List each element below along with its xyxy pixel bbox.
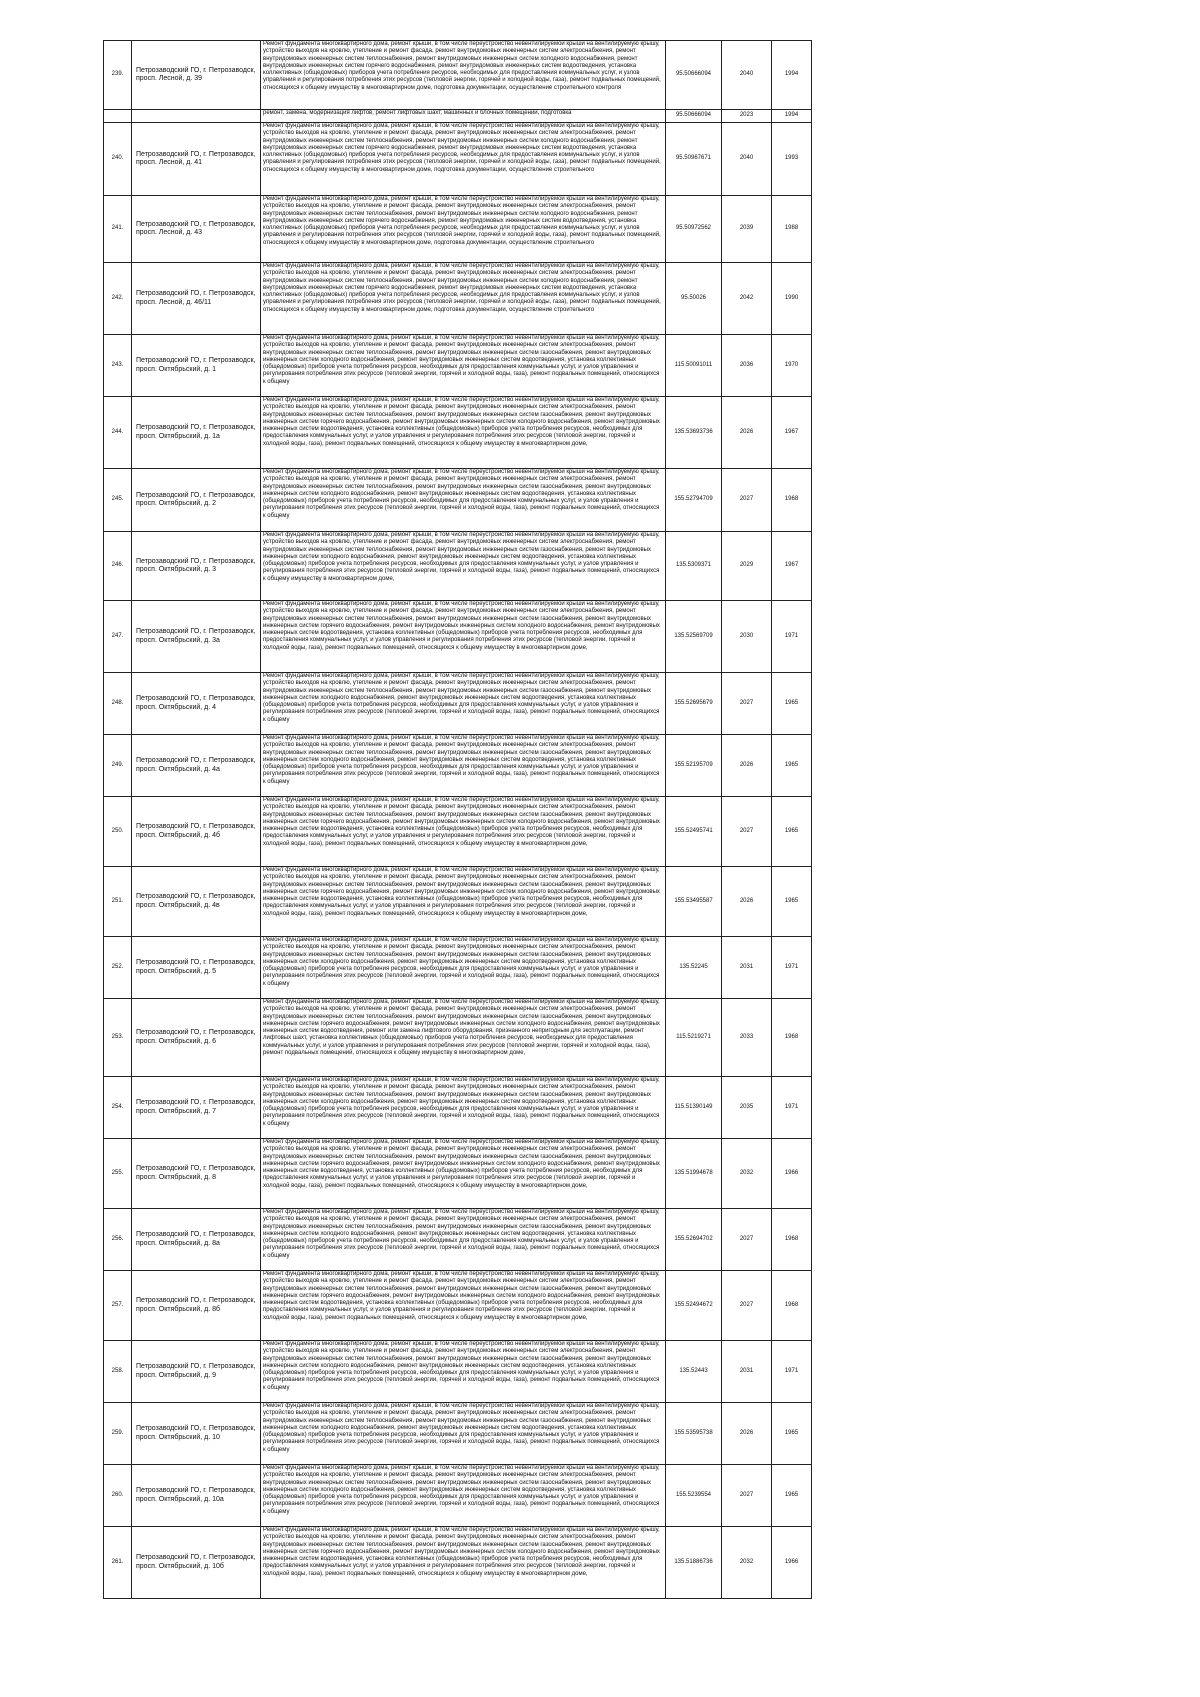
row-build-year: 1965	[772, 1403, 812, 1465]
works-text: Ремонт фундамента многоквартирного дома, ремонт крыши, в том числе переустройство невентилируемой крыши на вентилируемую крышу, устройство выходов на кровлю, утепление и ремонт фасада, ремонт внутридомовых инженерных систем электроснабжения, ремонт внутридомовых инженерных систем теплоснабжения, ремонт внутридомовых инженерных систем газоснабжения, ремонт внутридомовых инженерных систем холодного водоснабжения, ремонт внутридомовых инженерных систем водоотведения, установка коллективных (общедомовых) приборов учета потребления ресурсов, необходимых для предоставления коммунальных услуг, и узлов управления и регулирования потребления этих ресурсов (тепловой энергии, горячей и холодной воды, газа), ремонт подвальных помещений, относящихся к общему	[263, 735, 660, 785]
row-address: Петрозаводский ГО, г. Петрозаводск, просп. Октябрьский, д. 5	[132, 937, 261, 999]
row-works-description	[261, 867, 666, 937]
works-text: Ремонт фундамента многоквартирного дома, ремонт крыши, в том числе переустройство невентилируемой крыши на вентилируемую крышу, устройство выходов на кровлю, утепление и ремонт фасада, ремонт внутридомовых инженерных систем электроснабжения, ремонт внутридомовых инженерных систем теплоснабжения, ремонт внутридомовых инженерных систем газоснабжения, ремонт внутридомовых инженерных систем горячего водоснабжения, ремонт внутридомовых инженерных систем холодного водоснабжения, ремонт внутридомовых инженерных систем водоотведения, установка коллективных (общедомовых) приборов учета потребления ресурсов, необходимых для предоставления коммунальных услуг, и узлов управления и регулирования потребления этих ресурсов (тепловой энергии, горячей и холодной воды, газа), ремонт подвальных помещений, относящихся к общему имуществу в многоквартирном доме,	[263, 601, 660, 651]
row-address: Петрозаводский ГО, г. Петрозаводск, просп. Октябрьский, д. 9	[132, 1341, 261, 1403]
row-number: 254.	[104, 1077, 132, 1139]
row-planned-year: 2026	[722, 397, 772, 469]
row-cost-value: 115.51390149	[666, 1077, 722, 1139]
row-works-description	[261, 601, 666, 673]
row-build-year: 1971	[772, 601, 812, 673]
row-address: Петрозаводский ГО, г. Петрозаводск, просп. Лесной, д. 39	[132, 41, 261, 110]
row-build-year: 1968	[772, 469, 812, 532]
row-cost-value: 115.50091011	[666, 335, 722, 397]
table-row	[104, 263, 812, 335]
row-number: 244.	[104, 397, 132, 469]
row-cost-value: 155.52695679	[666, 673, 722, 735]
row-address: Петрозаводский ГО, г. Петрозаводск, просп. Лесной, д. 41	[132, 123, 261, 196]
works-text: Ремонт фундамента многоквартирного дома, ремонт крыши, в том числе переустройство невентилируемой крыши на вентилируемую крышу, устройство выходов на кровлю, утепление и ремонт фасада, ремонт внутридомовых инженерных систем электроснабжения, ремонт внутридомовых инженерных систем теплоснабжения, ремонт внутридомовых инженерных систем газоснабжения, ремонт внутридомовых инженерных систем холодного водоснабжения, ремонт внутридомовых инженерных систем водоотведения, установка коллективных (общедомовых) приборов учета потребления ресурсов, необходимых для предоставления коммунальных услуг, и узлов управления и регулирования потребления этих ресурсов (тепловой энергии, горячей и холодной воды, газа), ремонт подвальных помещений, относящихся к общему	[263, 937, 660, 987]
works-text: Ремонт фундамента многоквартирного дома, ремонт крыши, в том числе переустройство невентилируемой крыши на вентилируемую крышу, устройство выходов на кровлю, утепление и ремонт фасада, ремонт внутридомовых инженерных систем электроснабжения, ремонт внутридомовых инженерных систем теплоснабжения, ремонт внутридомовых инженерных систем газоснабжения, ремонт внутридомовых инженерных систем горячего водоснабжения, ремонт внутридомовых инженерных систем холодного водоснабжения, ремонт внутридомовых инженерных систем водоотведения, установка коллективных (общедомовых) приборов учета потребления ресурсов, необходимых для предоставления коммунальных услуг, и узлов управления и регулирования потребления этих ресурсов (тепловой энергии, горячей и холодной воды, газа), ремонт подвальных помещений, относящихся к общему имуществу в многоквартирном доме,	[263, 867, 660, 917]
row-address: Петрозаводский ГО, г. Петрозаводск, просп. Октябрьский, д. 4в	[132, 867, 261, 937]
table-row	[104, 335, 812, 397]
row-build-year: 1988	[772, 196, 812, 263]
row-number: 241.	[104, 196, 132, 263]
row-build-year: 1968	[772, 1271, 812, 1341]
row-address: Петрозаводский ГО, г. Петрозаводск, просп. Октябрьский, д. 10а	[132, 1465, 261, 1527]
row-cost-value: 95.50026	[666, 263, 722, 335]
table-row	[104, 673, 812, 735]
works-text: Ремонт фундамента многоквартирного дома, ремонт крыши, в том числе переустройство невентилируемой крыши на вентилируемую крышу, устройство выходов на кровлю, утепление и ремонт фасада, ремонт внутридомовых инженерных систем электроснабжения, ремонт внутридомовых инженерных систем теплоснабжения, ремонт внутридомовых инженерных систем газоснабжения, ремонт внутридомовых инженерных систем холодного водоснабжения, ремонт внутридомовых инженерных систем водоотведения, установка коллективных (общедомовых) приборов учета потребления ресурсов, необходимых для предоставления коммунальных услуг, и узлов управления и регулирования потребления этих ресурсов (тепловой энергии, горячей и холодной воды, газа), ремонт подвальных помещений, относящихся к общему имуществу в многоквартирном доме,	[263, 532, 660, 582]
works-text: Ремонт фундамента многоквартирного дома, ремонт крыши, в том числе переустройство невентилируемой крыши на вентилируемую крышу, устройство выходов на кровлю, утепление и ремонт фасада, ремонт внутридомовых инженерных систем электроснабжения, ремонт внутридомовых инженерных систем теплоснабжения, ремонт внутридомовых инженерных систем газоснабжения, ремонт внутридомовых инженерных систем холодного водоснабжения, ремонт внутридомовых инженерных систем водоотведения, установка коллективных (общедомовых) приборов учета потребления ресурсов, необходимых для предоставления коммунальных услуг, и узлов управления и регулирования потребления этих ресурсов (тепловой энергии, горячей и холодной воды, газа), ремонт подвальных помещений, относящихся к общему	[263, 1341, 660, 1391]
row-number: 247.	[104, 601, 132, 673]
table-row	[104, 196, 812, 263]
row-works-description	[261, 469, 666, 532]
table-row	[104, 123, 812, 196]
row-works-description	[261, 1271, 666, 1341]
row-planned-year: 2026	[722, 867, 772, 937]
row-planned-year: 2030	[722, 601, 772, 673]
row-address: Петрозаводский ГО, г. Петрозаводск, просп. Октябрьский, д. 4а	[132, 735, 261, 797]
row-number: 243.	[104, 335, 132, 397]
works-text: Ремонт фундамента многоквартирного дома, ремонт крыши, в том числе переустройство невентилируемой крыши на вентилируемую крышу, устройство выходов на кровлю, утепление и ремонт фасада, ремонт внутридомовых инженерных систем электроснабжения, ремонт внутридомовых инженерных систем теплоснабжения, ремонт внутридомовых инженерных систем холодного водоснабжения, ремонт внутридомовых инженерных систем горячего водоснабжения, ремонт внутридомовых инженерных систем водоотведения, установка коллективных (общедомовых) приборов учета потребления ресурсов, необходимых для предоставления коммунальных услуг, и узлов управления и регулирования потребления этих ресурсов (тепловой энергии, горячей и холодной воды, газа), ремонт подвальных помещений, относящихся к общему имуществу в многоквартирном доме, подготовка документации, осуществление строительного контроля	[263, 41, 661, 91]
table-row	[104, 41, 812, 110]
row-cost-value: 95.50666094	[666, 110, 722, 123]
table-row	[104, 1403, 812, 1465]
row-address: Петрозаводский ГО, г. Петрозаводск, просп. Октябрьский, д. 2	[132, 469, 261, 532]
row-planned-year: 2023	[722, 110, 772, 123]
row-number: 258.	[104, 1341, 132, 1403]
row-works-description	[261, 937, 666, 999]
row-cost-value: 115.5219271	[666, 999, 722, 1077]
row-planned-year: 2040	[722, 41, 772, 110]
row-address: Петрозаводский ГО, г. Петрозаводск, просп. Октябрьский, д. 8	[132, 1139, 261, 1209]
row-planned-year: 2033	[722, 999, 772, 1077]
works-text: Ремонт фундамента многоквартирного дома, ремонт крыши, в том числе переустройство невентилируемой крыши на вентилируемую крышу, устройство выходов на кровлю, утепление и ремонт фасада, ремонт внутридомовых инженерных систем электроснабжения, ремонт внутридомовых инженерных систем теплоснабжения, ремонт внутридомовых инженерных систем газоснабжения, ремонт внутридомовых инженерных систем холодного водоснабжения, ремонт внутридомовых инженерных систем водоотведения, установка коллективных (общедомовых) приборов учета потребления ресурсов, необходимых для предоставления коммунальных услуг, и узлов управления и регулирования потребления этих ресурсов (тепловой энергии, горячей и холодной воды, газа), ремонт подвальных помещений, относящихся к общему	[263, 1209, 660, 1259]
row-cost-value: 155.52794709	[666, 469, 722, 532]
table-row	[104, 1465, 812, 1527]
row-works-description	[261, 673, 666, 735]
row-build-year: 1993	[772, 123, 812, 196]
row-address: Петрозаводский ГО, г. Петрозаводск, просп. Октябрьский, д. 1а	[132, 397, 261, 469]
row-planned-year: 2026	[722, 735, 772, 797]
table-row	[104, 1341, 812, 1403]
table-row	[104, 601, 812, 673]
row-number: 242.	[104, 263, 132, 335]
table-row	[104, 867, 812, 937]
row-planned-year: 2039	[722, 196, 772, 263]
row-works-description	[261, 110, 666, 123]
row-planned-year: 2031	[722, 1341, 772, 1403]
row-planned-year: 2027	[722, 1271, 772, 1341]
row-number: 251.	[104, 867, 132, 937]
row-planned-year: 2027	[722, 1465, 772, 1527]
row-works-description	[261, 797, 666, 867]
table-row	[104, 797, 812, 867]
row-number: 253.	[104, 999, 132, 1077]
row-build-year: 1966	[772, 1527, 812, 1599]
row-number: 250.	[104, 797, 132, 867]
row-build-year: 1971	[772, 1077, 812, 1139]
row-works-description	[261, 1077, 666, 1139]
row-number	[104, 110, 132, 123]
table-row	[104, 397, 812, 469]
row-build-year: 1970	[772, 335, 812, 397]
row-cost-value: 95.50972562	[666, 196, 722, 263]
row-address: Петрозаводский ГО, г. Петрозаводск, просп. Октябрьский, д. 8б	[132, 1271, 261, 1341]
row-address: Петрозаводский ГО, г. Петрозаводск, просп. Лесной, д. 43	[132, 196, 261, 263]
works-text: Ремонт фундамента многоквартирного дома, ремонт крыши, в том числе переустройство невентилируемой крыши на вентилируемую крышу, устройство выходов на кровлю, утепление и ремонт фасада, ремонт внутридомовых инженерных систем электроснабжения, ремонт внутридомовых инженерных систем теплоснабжения, ремонт внутридомовых инженерных систем холодного водоснабжения, ремонт внутридомовых инженерных систем горячего водоснабжения, ремонт внутридомовых инженерных систем водоотведения, установка коллективных (общедомовых) приборов учета потребления ресурсов, необходимых для предоставления коммунальных услуг, и узлов управления и регулирования потребления этих ресурсов (тепловой энергии, горячей и холодной воды, газа), ремонт подвальных помещений, относящихся к общему имуществу в многоквартирном доме, подготовка документации, осуществление строительного	[263, 123, 661, 173]
row-address: Петрозаводский ГО, г. Петрозаводск, просп. Октябрьский, д. 7	[132, 1077, 261, 1139]
row-cost-value: 135.51886736	[666, 1527, 722, 1599]
row-number: 252.	[104, 937, 132, 999]
table-row	[104, 1209, 812, 1271]
row-cost-value: 155.52494672	[666, 1271, 722, 1341]
table-row	[104, 1077, 812, 1139]
row-cost-value: 135.51994678	[666, 1139, 722, 1209]
row-works-description	[261, 1403, 666, 1465]
row-planned-year: 2027	[722, 469, 772, 532]
row-cost-value: 155.5239554	[666, 1465, 722, 1527]
table-row	[104, 999, 812, 1077]
row-build-year: 1967	[772, 532, 812, 601]
works-text: Ремонт фундамента многоквартирного дома, ремонт крыши, в том числе переустройство невентилируемой крыши на вентилируемую крышу, устройство выходов на кровлю, утепление и ремонт фасада, ремонт внутридомовых инженерных систем электроснабжения, ремонт внутридомовых инженерных систем теплоснабжения, ремонт внутридомовых инженерных систем холодного водоснабжения, ремонт внутридомовых инженерных систем горячего водоснабжения, ремонт внутридомовых инженерных систем водоотведения, установка коллективных (общедомовых) приборов учета потребления ресурсов, необходимых для предоставления коммунальных услуг, и узлов управления и регулирования потребления этих ресурсов (тепловой энергии, горячей и холодной воды, газа), ремонт подвальных помещений, относящихся к общему имуществу в многоквартирном доме, подготовка документации, осуществление строительного	[263, 263, 661, 313]
works-text: Ремонт фундамента многоквартирного дома, ремонт крыши, в том числе переустройство невентилируемой крыши на вентилируемую крышу, устройство выходов на кровлю, утепление и ремонт фасада, ремонт внутридомовых инженерных систем электроснабжения, ремонт внутридомовых инженерных систем теплоснабжения, ремонт внутридомовых инженерных систем газоснабжения, ремонт внутридомовых инженерных систем горячего водоснабжения, ремонт внутридомовых инженерных систем холодного водоснабжения, ремонт внутридомовых инженерных систем водоотведения, ремонт или замена лифтового оборудования, признанного непригодным для эксплуатации, ремонт лифтовых шахт, установка коллективных (общедомовых) приборов учета потребления ресурсов, необходимых для предоставления коммунальных услуг, и узлов управления и регулирования потребления этих ресурсов (тепловой энергии, горячей и холодной воды, газа), ремонт подвальных помещений, относящихся к общему имуществу в многоквартирном доме,	[263, 999, 660, 1057]
row-cost-value: 95.50666094	[666, 41, 722, 110]
row-number: 255.	[104, 1139, 132, 1209]
table-row	[104, 937, 812, 999]
row-number: 239.	[104, 41, 132, 110]
row-address: Петрозаводский ГО, г. Петрозаводск, просп. Октябрьский, д. 8а	[132, 1209, 261, 1271]
row-number: 256.	[104, 1209, 132, 1271]
row-build-year: 1965	[772, 1465, 812, 1527]
row-build-year: 1990	[772, 263, 812, 335]
row-address: Петрозаводский ГО, г. Петрозаводск, просп. Октябрьский, д. 4б	[132, 797, 261, 867]
row-planned-year: 2027	[722, 797, 772, 867]
table-row	[104, 110, 812, 123]
works-text: Ремонт фундамента многоквартирного дома, ремонт крыши, в том числе переустройство невентилируемой крыши на вентилируемую крышу, устройство выходов на кровлю, утепление и ремонт фасада, ремонт внутридомовых инженерных систем электроснабжения, ремонт внутридомовых инженерных систем теплоснабжения, ремонт внутридомовых инженерных систем газоснабжения, ремонт внутридомовых инженерных систем холодного водоснабжения, ремонт внутридомовых инженерных систем водоотведения, установка коллективных (общедомовых) приборов учета потребления ресурсов, необходимых для предоставления коммунальных услуг, и узлов управления и регулирования потребления этих ресурсов (тепловой энергии, горячей и холодной воды, газа), ремонт подвальных помещений, относящихся к общему	[263, 335, 660, 385]
row-planned-year: 2036	[722, 335, 772, 397]
row-number: 257.	[104, 1271, 132, 1341]
works-text: Ремонт фундамента многоквартирного дома, ремонт крыши, в том числе переустройство невентилируемой крыши на вентилируемую крышу, устройство выходов на кровлю, утепление и ремонт фасада, ремонт внутридомовых инженерных систем электроснабжения, ремонт внутридомовых инженерных систем теплоснабжения, ремонт внутридомовых инженерных систем газоснабжения, ремонт внутридомовых инженерных систем горячего водоснабжения, ремонт внутридомовых инженерных систем холодного водоснабжения, ремонт внутридомовых инженерных систем водоотведения, установка коллективных (общедомовых) приборов учета потребления ресурсов, необходимых для предоставления коммунальных услуг, и узлов управления и регулирования потребления этих ресурсов (тепловой энергии, горячей и холодной воды, газа), ремонт подвальных помещений, относящихся к общему имуществу в многоквартирном доме,	[263, 1139, 660, 1189]
row-build-year: 1965	[772, 735, 812, 797]
row-address: Петрозаводский ГО, г. Петрозаводск, просп. Октябрьский, д. 3а	[132, 601, 261, 673]
row-build-year: 1971	[772, 1341, 812, 1403]
row-cost-value: 155.52694702	[666, 1209, 722, 1271]
row-planned-year: 2026	[722, 1403, 772, 1465]
row-works-description	[261, 532, 666, 601]
row-build-year: 1965	[772, 673, 812, 735]
row-planned-year: 2032	[722, 1527, 772, 1599]
table-row	[104, 1271, 812, 1341]
row-cost-value: 155.53495587	[666, 867, 722, 937]
row-works-description	[261, 196, 666, 263]
row-build-year: 1968	[772, 1209, 812, 1271]
row-cost-value: 135.52443	[666, 1341, 722, 1403]
row-works-description	[261, 735, 666, 797]
row-number: 261.	[104, 1527, 132, 1599]
row-build-year: 1967	[772, 397, 812, 469]
row-number: 260.	[104, 1465, 132, 1527]
works-text: Ремонт фундамента многоквартирного дома, ремонт крыши, в том числе переустройство невентилируемой крыши на вентилируемую крышу, устройство выходов на кровлю, утепление и ремонт фасада, ремонт внутридомовых инженерных систем электроснабжения, ремонт внутридомовых инженерных систем теплоснабжения, ремонт внутридомовых инженерных систем холодного водоснабжения, ремонт внутридомовых инженерных систем горячего водоснабжения, ремонт внутридомовых инженерных систем водоотведения, установка коллективных (общедомовых) приборов учета потребления ресурсов, необходимых для предоставления коммунальных услуг, и узлов управления и регулирования потребления этих ресурсов (тепловой энергии, горячей и холодной воды, газа), ремонт подвальных помещений, относящихся к общему имуществу в многоквартирном доме, подготовка документации, осуществление строительного	[263, 196, 661, 246]
row-cost-value: 155.52195709	[666, 735, 722, 797]
row-address: Петрозаводский ГО, г. Петрозаводск, просп. Октябрьский, д. 6	[132, 999, 261, 1077]
row-number: 240.	[104, 123, 132, 196]
row-address	[132, 110, 261, 123]
row-number: 245.	[104, 469, 132, 532]
works-text: Ремонт фундамента многоквартирного дома, ремонт крыши, в том числе переустройство невентилируемой крыши на вентилируемую крышу, устройство выходов на кровлю, утепление и ремонт фасада, ремонт внутридомовых инженерных систем электроснабжения, ремонт внутридомовых инженерных систем теплоснабжения, ремонт внутридомовых инженерных систем газоснабжения, ремонт внутридомовых инженерных систем горячего водоснабжения, ремонт внутридомовых инженерных систем холодного водоснабжения, ремонт внутридомовых инженерных систем водоотведения, установка коллективных (общедомовых) приборов учета потребления ресурсов, необходимых для предоставления коммунальных услуг, и узлов управления и регулирования потребления этих ресурсов (тепловой энергии, горячей и холодной воды, газа), ремонт подвальных помещений, относящихся к общему имуществу в многоквартирном доме,	[263, 1527, 660, 1577]
row-address: Петрозаводский ГО, г. Петрозаводск, просп. Октябрьский, д. 3	[132, 532, 261, 601]
row-planned-year: 2027	[722, 673, 772, 735]
repair-schedule-table	[103, 40, 812, 1599]
row-number: 248.	[104, 673, 132, 735]
works-text: Ремонт фундамента многоквартирного дома, ремонт крыши, в том числе переустройство невентилируемой крыши на вентилируемую крышу, устройство выходов на кровлю, утепление и ремонт фасада, ремонт внутридомовых инженерных систем электроснабжения, ремонт внутридомовых инженерных систем теплоснабжения, ремонт внутридомовых инженерных систем газоснабжения, ремонт внутридомовых инженерных систем горячего водоснабжения, ремонт внутридомовых инженерных систем холодного водоснабжения, ремонт внутридомовых инженерных систем водоотведения, установка коллективных (общедомовых) приборов учета потребления ресурсов, необходимых для предоставления коммунальных услуг, и узлов управления и регулирования потребления этих ресурсов (тепловой энергии, горячей и холодной воды, газа), ремонт подвальных помещений, относящихся к общему имуществу в многоквартирном доме,	[263, 397, 660, 447]
row-cost-value: 135.5309371	[666, 532, 722, 601]
row-number: 259.	[104, 1403, 132, 1465]
works-text: Ремонт фундамента многоквартирного дома, ремонт крыши, в том числе переустройство невентилируемой крыши на вентилируемую крышу, устройство выходов на кровлю, утепление и ремонт фасада, ремонт внутридомовых инженерных систем электроснабжения, ремонт внутридомовых инженерных систем теплоснабжения, ремонт внутридомовых инженерных систем газоснабжения, ремонт внутридомовых инженерных систем холодного водоснабжения, ремонт внутридомовых инженерных систем водоотведения, установка коллективных (общедомовых) приборов учета потребления ресурсов, необходимых для предоставления коммунальных услуг, и узлов управления и регулирования потребления этих ресурсов (тепловой энергии, горячей и холодной воды, газа), ремонт подвальных помещений, относящихся к общему	[263, 1465, 660, 1515]
row-works-description	[261, 999, 666, 1077]
row-address: Петрозаводский ГО, г. Петрозаводск, просп. Октябрьский, д. 10	[132, 1403, 261, 1465]
row-cost-value: 95.50967671	[666, 123, 722, 196]
row-planned-year: 2029	[722, 532, 772, 601]
table-row	[104, 1527, 812, 1599]
row-address: Петрозаводский ГО, г. Петрозаводск, просп. Октябрьский, д. 4	[132, 673, 261, 735]
works-text: ремонт, замена, модернизация лифтов, ремонт лифтовых шахт, машинных и блочных помещений, подготовка	[263, 110, 572, 116]
row-build-year: 1994	[772, 41, 812, 110]
table-row	[104, 1139, 812, 1209]
row-works-description	[261, 1341, 666, 1403]
table-row	[104, 469, 812, 532]
row-cost-value: 155.53595738	[666, 1403, 722, 1465]
works-text: Ремонт фундамента многоквартирного дома, ремонт крыши, в том числе переустройство невентилируемой крыши на вентилируемую крышу, устройство выходов на кровлю, утепление и ремонт фасада, ремонт внутридомовых инженерных систем электроснабжения, ремонт внутридомовых инженерных систем теплоснабжения, ремонт внутридомовых инженерных систем газоснабжения, ремонт внутридомовых инженерных систем холодного водоснабжения, ремонт внутридомовых инженерных систем водоотведения, установка коллективных (общедомовых) приборов учета потребления ресурсов, необходимых для предоставления коммунальных услуг, и узлов управления и регулирования потребления этих ресурсов (тепловой энергии, горячей и холодной воды, газа), ремонт подвальных помещений, относящихся к общему	[263, 469, 660, 519]
row-build-year: 1966	[772, 1139, 812, 1209]
row-build-year: 1968	[772, 999, 812, 1077]
row-build-year: 1971	[772, 937, 812, 999]
row-works-description	[261, 263, 666, 335]
row-planned-year: 2040	[722, 123, 772, 196]
row-address: Петрозаводский ГО, г. Петрозаводск, просп. Октябрьский, д. 1	[132, 335, 261, 397]
row-planned-year: 2042	[722, 263, 772, 335]
row-build-year: 1994	[772, 110, 812, 123]
table-row	[104, 735, 812, 797]
row-works-description	[261, 335, 666, 397]
row-planned-year: 2031	[722, 937, 772, 999]
table-row	[104, 532, 812, 601]
works-text: Ремонт фундамента многоквартирного дома, ремонт крыши, в том числе переустройство невентилируемой крыши на вентилируемую крышу, устройство выходов на кровлю, утепление и ремонт фасада, ремонт внутридомовых инженерных систем электроснабжения, ремонт внутридомовых инженерных систем теплоснабжения, ремонт внутридомовых инженерных систем газоснабжения, ремонт внутридомовых инженерных систем горячего водоснабжения, ремонт внутридомовых инженерных систем холодного водоснабжения, ремонт внутридомовых инженерных систем водоотведения, установка коллективных (общедомовых) приборов учета потребления ресурсов, необходимых для предоставления коммунальных услуг, и узлов управления и регулирования потребления этих ресурсов (тепловой энергии, горячей и холодной воды, газа), ремонт подвальных помещений, относящихся к общему имуществу в многоквартирном доме,	[263, 1271, 660, 1321]
row-cost-value: 135.52569709	[666, 601, 722, 673]
row-planned-year: 2027	[722, 1209, 772, 1271]
row-cost-value: 135.53693736	[666, 397, 722, 469]
row-works-description	[261, 1139, 666, 1209]
row-number: 246.	[104, 532, 132, 601]
row-works-description	[261, 1209, 666, 1271]
row-planned-year: 2035	[722, 1077, 772, 1139]
works-text: Ремонт фундамента многоквартирного дома, ремонт крыши, в том числе переустройство невентилируемой крыши на вентилируемую крышу, устройство выходов на кровлю, утепление и ремонт фасада, ремонт внутридомовых инженерных систем электроснабжения, ремонт внутридомовых инженерных систем теплоснабжения, ремонт внутридомовых инженерных систем газоснабжения, ремонт внутридомовых инженерных систем холодного водоснабжения, ремонт внутридомовых инженерных систем водоотведения, установка коллективных (общедомовых) приборов учета потребления ресурсов, необходимых для предоставления коммунальных услуг, и узлов управления и регулирования потребления этих ресурсов (тепловой энергии, горячей и холодной воды, газа), ремонт подвальных помещений, относящихся к общему	[263, 1403, 660, 1453]
works-text: Ремонт фундамента многоквартирного дома, ремонт крыши, в том числе переустройство невентилируемой крыши на вентилируемую крышу, устройство выходов на кровлю, утепление и ремонт фасада, ремонт внутридомовых инженерных систем электроснабжения, ремонт внутридомовых инженерных систем теплоснабжения, ремонт внутридомовых инженерных систем газоснабжения, ремонт внутридомовых инженерных систем холодного водоснабжения, ремонт внутридомовых инженерных систем водоотведения, установка коллективных (общедомовых) приборов учета потребления ресурсов, необходимых для предоставления коммунальных услуг, и узлов управления и регулирования потребления этих ресурсов (тепловой энергии, горячей и холодной воды, газа), ремонт подвальных помещений, относящихся к общему	[263, 673, 660, 723]
row-address: Петрозаводский ГО, г. Петрозаводск, просп. Октябрьский, д. 10б	[132, 1527, 261, 1599]
row-build-year: 1965	[772, 797, 812, 867]
table-body	[104, 41, 812, 1599]
row-works-description	[261, 1465, 666, 1527]
row-cost-value: 135.52245	[666, 937, 722, 999]
row-address: Петрозаводский ГО, г. Петрозаводск, просп. Лесной, д. 46/11	[132, 263, 261, 335]
row-planned-year: 2032	[722, 1139, 772, 1209]
row-number: 249.	[104, 735, 132, 797]
row-build-year: 1965	[772, 867, 812, 937]
row-works-description	[261, 1527, 666, 1599]
row-works-description	[261, 397, 666, 469]
works-text: Ремонт фундамента многоквартирного дома, ремонт крыши, в том числе переустройство невентилируемой крыши на вентилируемую крышу, устройство выходов на кровлю, утепление и ремонт фасада, ремонт внутридомовых инженерных систем электроснабжения, ремонт внутридомовых инженерных систем теплоснабжения, ремонт внутридомовых инженерных систем газоснабжения, ремонт внутридомовых инженерных систем холодного водоснабжения, ремонт внутридомовых инженерных систем водоотведения, установка коллективных (общедомовых) приборов учета потребления ресурсов, необходимых для предоставления коммунальных услуг, и узлов управления и регулирования потребления этих ресурсов (тепловой энергии, горячей и холодной воды, газа), ремонт подвальных помещений, относящихся к общему	[263, 1077, 660, 1127]
row-cost-value: 155.52495741	[666, 797, 722, 867]
works-text: Ремонт фундамента многоквартирного дома, ремонт крыши, в том числе переустройство невентилируемой крыши на вентилируемую крышу, устройство выходов на кровлю, утепление и ремонт фасада, ремонт внутридомовых инженерных систем электроснабжения, ремонт внутридомовых инженерных систем теплоснабжения, ремонт внутридомовых инженерных систем газоснабжения, ремонт внутридомовых инженерных систем горячего водоснабжения, ремонт внутридомовых инженерных систем холодного водоснабжения, ремонт внутридомовых инженерных систем водоотведения, установка коллективных (общедомовых) приборов учета потребления ресурсов, необходимых для предоставления коммунальных услуг, и узлов управления и регулирования потребления этих ресурсов (тепловой энергии, горячей и холодной воды, газа), ремонт подвальных помещений, относящихся к общему имуществу в многоквартирном доме,	[263, 797, 660, 847]
row-works-description	[261, 123, 666, 196]
row-works-description	[261, 41, 666, 110]
